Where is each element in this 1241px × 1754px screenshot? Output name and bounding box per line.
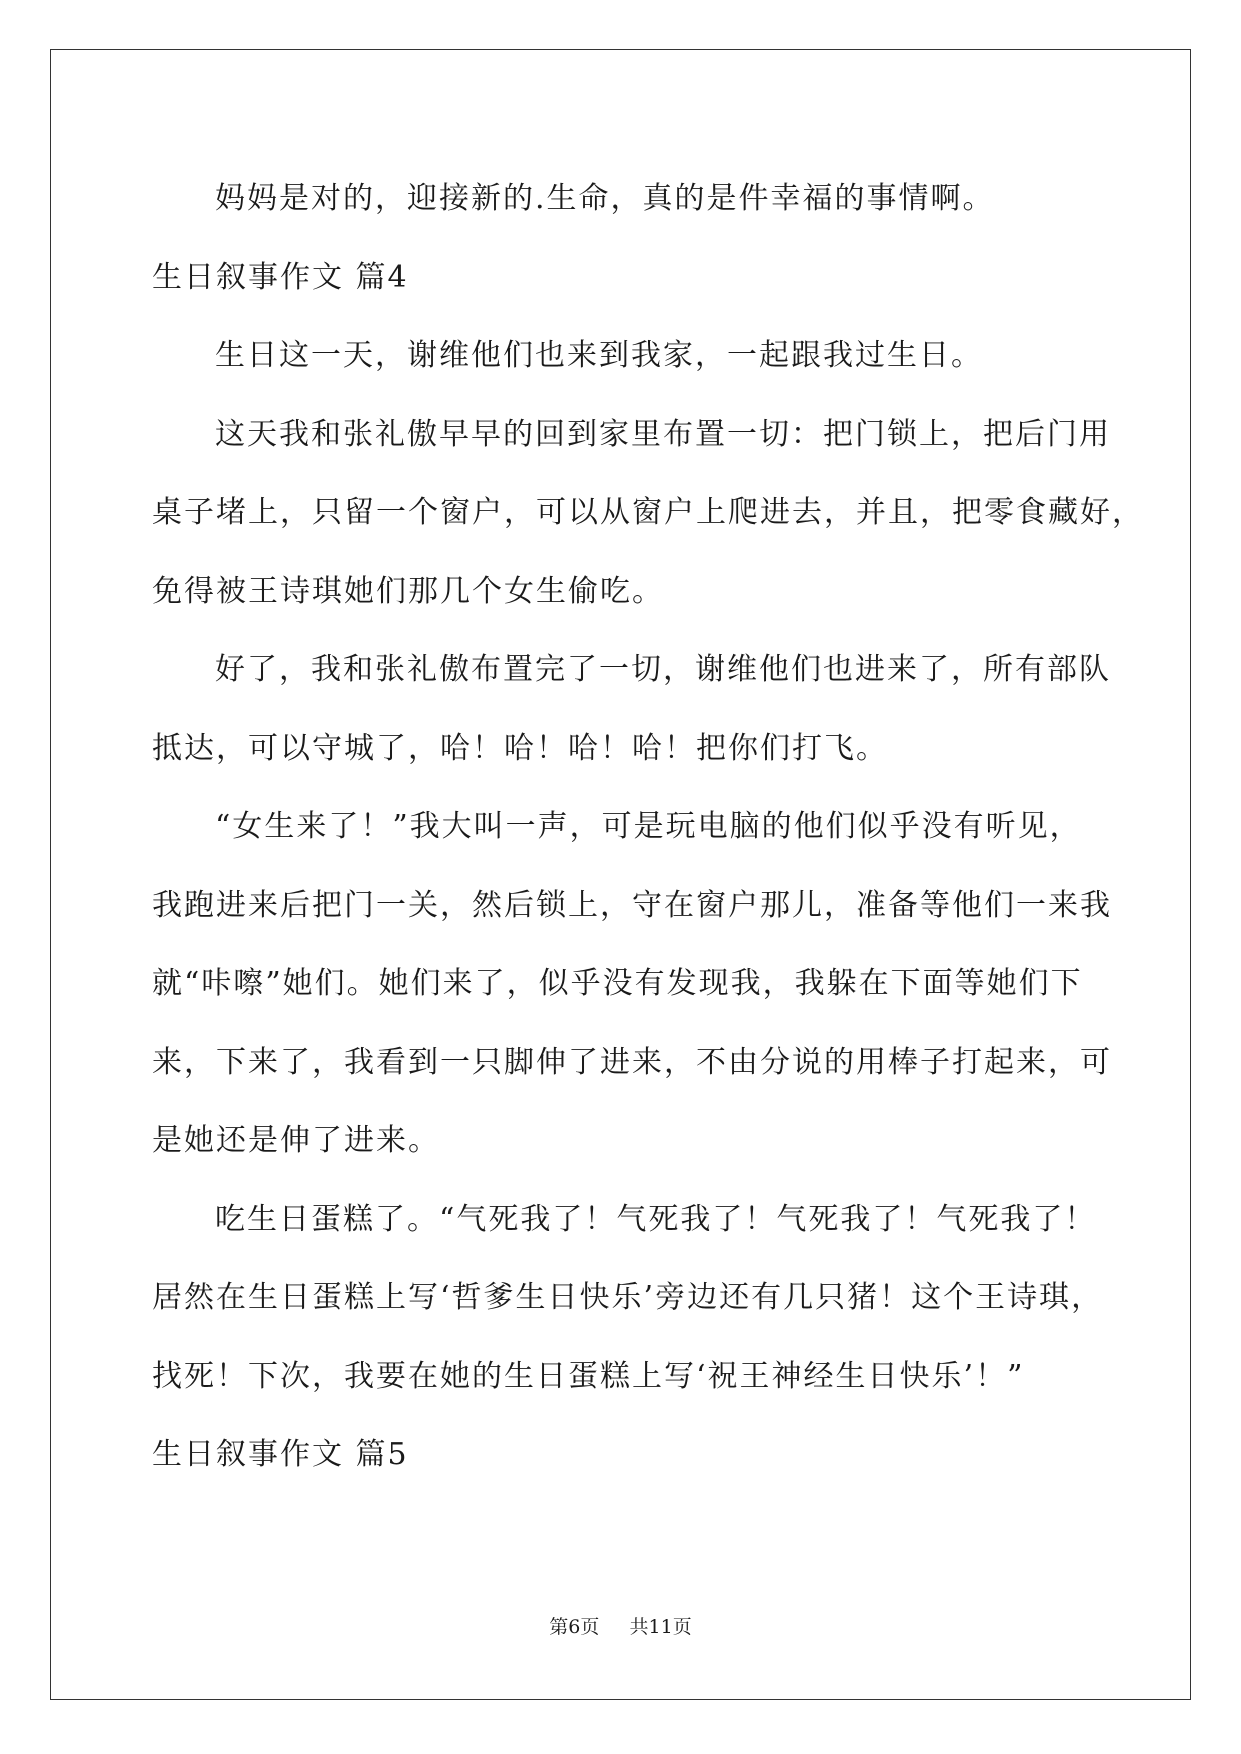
paragraph-line: 好了，我和张礼傲布置完了一切，谢维他们也进来了，所有部队 — [215, 652, 1111, 687]
paragraph-line: 桌子堵上，只留一个窗户，可以从窗户上爬进去，并且，把零食藏好， — [152, 495, 1144, 530]
paragraph-line: 我跑进来后把门一关，然后锁上，守在窗户那儿，准备等他们一来我 — [152, 887, 1112, 923]
paragraph-line: 居然在生日蛋糕上写‘哲爹生日快乐’旁边还有几只猪！这个王诗琪， — [152, 1280, 1104, 1315]
paragraph-line: 吃生日蛋糕了。“气死我了！气死我了！气死我了！气死我了！ — [215, 1201, 1097, 1237]
paragraph-line: “女生来了！”我大叫一声，可是玩电脑的他们似乎没有听见， — [215, 809, 1082, 844]
document-body — [152, 160, 1144, 1495]
paragraph-line: 生日这一天，谢维他们也来到我家，一起跟我过生日。 — [215, 338, 983, 373]
paragraph-line: 是她还是伸了进来。 — [152, 1123, 440, 1158]
page-footer — [0, 1612, 1241, 1639]
paragraph-line: 来，下来了，我看到一只脚伸了进来，不由分说的用棒子打起来，可 — [152, 1044, 1112, 1080]
section-heading: 生日叙事作文 篇4 — [152, 259, 409, 295]
paragraph-line: 这天我和张礼傲早早的回到家里布置一切：把门锁上，把后门用 — [215, 416, 1111, 452]
page-number: 第6页 — [549, 1616, 600, 1638]
paragraph-line: 就“咔嚓”她们。她们来了，似乎没有发现我，我躲在下面等她们下 — [152, 966, 1083, 1001]
paragraph-line: 找死！下次，我要在她的生日蛋糕上写‘祝王神经生日快乐’！” — [152, 1358, 1025, 1394]
section-heading: 生日叙事作文 篇5 — [152, 1437, 409, 1472]
page-total: 共11页 — [629, 1616, 692, 1638]
paragraph-line: 妈妈是对的，迎接新的.生命，真的是件幸福的事情啊。 — [215, 181, 995, 216]
paragraph-line: 抵达，可以守城了，哈！哈！哈！哈！把你们打飞。 — [152, 730, 888, 766]
paragraph-line: 免得被王诗琪她们那几个女生偷吃。 — [152, 573, 664, 609]
